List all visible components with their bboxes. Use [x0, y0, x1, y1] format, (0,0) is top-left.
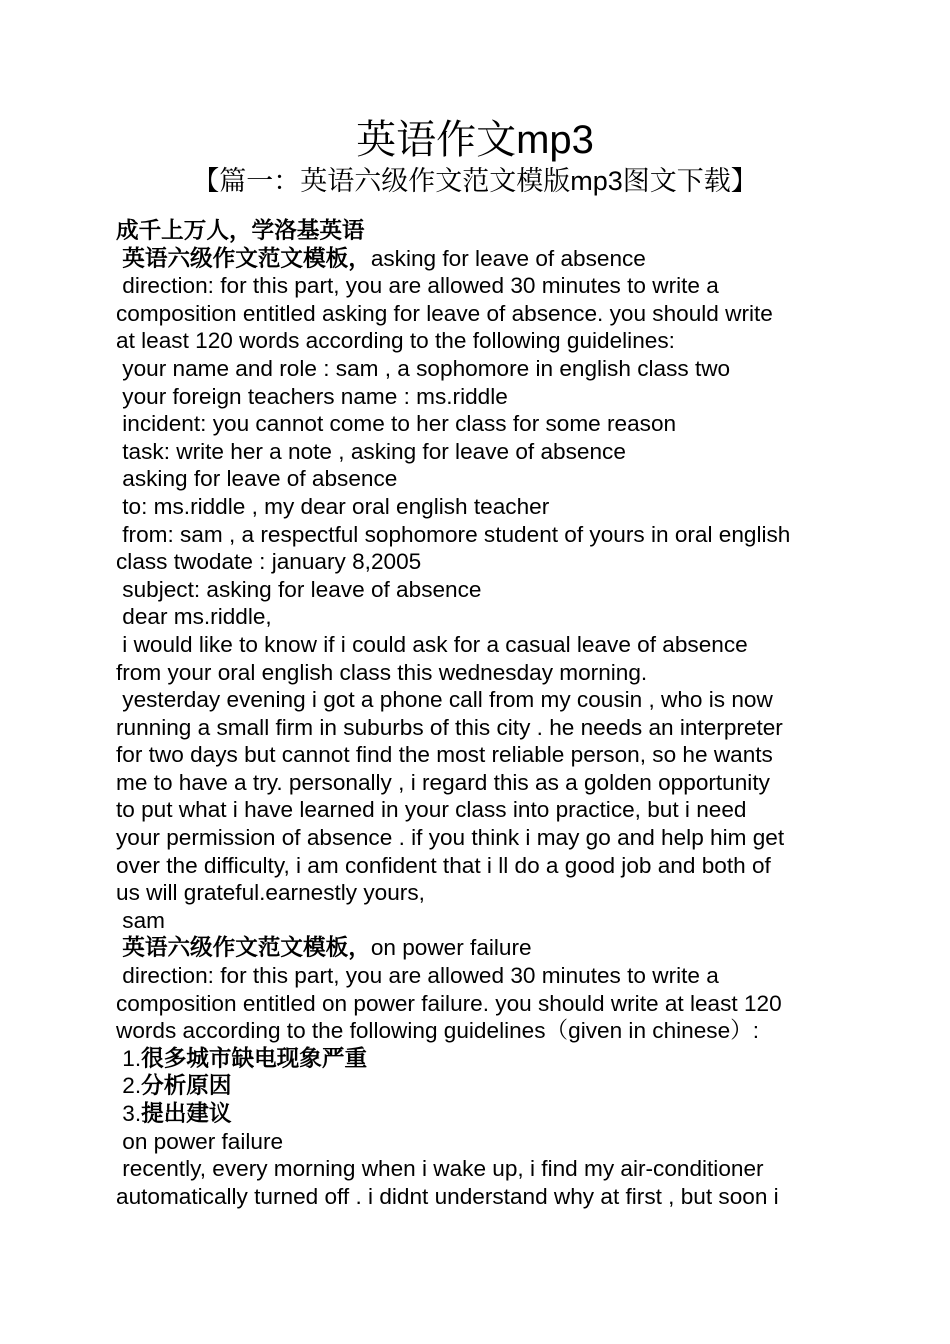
text-line — [116, 659, 836, 687]
line-text: 2. — [116, 1073, 142, 1099]
line-text: automatically turned off . i didnt understand why at first , but soon i — [116, 1183, 779, 1209]
text-line — [116, 1128, 836, 1156]
text-line — [116, 1155, 836, 1183]
text-line — [116, 990, 836, 1018]
line-text: dear ms.riddle, — [116, 604, 272, 630]
line-text: on power failure — [370, 935, 532, 961]
text-line — [116, 934, 836, 962]
line-text: from: sam , a respectful sophomore student of yours in oral english — [116, 521, 791, 547]
text-line — [116, 493, 836, 521]
line-text: composition entitled asking for leave of absence. you should write — [116, 300, 773, 326]
line-text: your name and role : sam , a sophomore in english class two — [116, 355, 731, 381]
line-text: incident: you cannot come to her class for some reason — [116, 411, 677, 437]
document-title: 英语作文mp3 — [356, 118, 594, 162]
bold-text: 分析原因 — [141, 1073, 232, 1099]
bold-text: 成千上万人，学洛基英语 — [116, 218, 365, 243]
line-text: 3. — [116, 1101, 142, 1126]
text-line — [116, 1183, 836, 1211]
text-line — [116, 714, 836, 742]
line-text: sam — [116, 907, 165, 933]
bold-text: 提出建议 — [141, 1101, 232, 1126]
line-text: your permission of absence . if you think i may go and help him get — [116, 825, 785, 851]
text-line — [116, 465, 836, 493]
text-line — [116, 327, 836, 355]
text-line — [116, 686, 836, 714]
text-line — [116, 1045, 836, 1073]
text-line — [116, 631, 836, 659]
document-body — [116, 217, 836, 1210]
line-text: asking for leave of absence — [116, 466, 398, 492]
text-line — [116, 1017, 836, 1045]
line-text: class twodate : january 8,2005 — [116, 549, 422, 575]
text-line — [116, 548, 836, 576]
line-text: asking for leave of absence — [370, 245, 646, 271]
line-text: 1. — [116, 1045, 142, 1071]
text-line — [116, 438, 836, 466]
text-line — [116, 245, 836, 273]
line-text: task: write her a note , asking for leave of absence — [116, 438, 626, 464]
text-line — [116, 879, 836, 907]
text-line — [116, 741, 836, 769]
text-line — [116, 1072, 836, 1100]
line-text: composition entitled on power failure. you should write at least 120 — [116, 990, 782, 1016]
line-text: over the difficulty, i am confident that i ll do a good job and both of — [116, 852, 771, 878]
text-line — [116, 962, 836, 990]
text-line — [116, 272, 836, 300]
text-line — [116, 217, 836, 245]
line-text: direction: for this part, you are allowed 30 minutes to write a — [116, 273, 719, 299]
text-line — [116, 300, 836, 328]
line-text: to: ms.riddle , my dear oral english teacher — [116, 493, 550, 519]
text-line — [116, 824, 836, 852]
document-subtitle: 【篇一：英语六级作文范文模版mp3图文下载】 — [192, 166, 758, 196]
line-text: i would like to know if i could ask for a casual leave of absence — [116, 631, 748, 657]
line-text: recently, every morning when i wake up, i find my air-conditioner — [116, 1156, 764, 1182]
text-line — [116, 603, 836, 631]
line-text: on power failure — [116, 1128, 284, 1154]
text-line — [116, 1100, 836, 1128]
line-text: at least 120 words according to the following guidelines: — [116, 328, 675, 354]
text-line — [116, 355, 836, 383]
line-text: direction: for this part, you are allowed 30 minutes to write a — [116, 963, 719, 989]
text-line — [116, 521, 836, 549]
text-line — [116, 769, 836, 797]
line-text: subject: asking for leave of absence — [116, 576, 482, 602]
text-line — [116, 410, 836, 438]
bold-text: 英语六级作文范文模板， — [116, 245, 371, 271]
line-text: yesterday evening i got a phone call from my cousin , who is now — [116, 687, 773, 713]
bold-text: 英语六级作文范文模板， — [116, 935, 371, 961]
text-line — [116, 852, 836, 880]
line-text: to put what i have learned in your class into practice, but i need — [116, 797, 747, 823]
line-text: your foreign teachers name : ms.riddle — [116, 383, 508, 409]
bold-text: 很多城市缺电现象严重 — [141, 1045, 368, 1071]
line-text: me to have a try. personally , i regard this as a golden opportunity — [116, 769, 770, 795]
text-line — [116, 383, 836, 411]
line-text: us will grateful.earnestly yours, — [116, 880, 425, 906]
text-line — [116, 576, 836, 604]
line-text: words according to the following guidelines（given in chinese）: — [116, 1018, 760, 1044]
text-line — [116, 907, 836, 935]
line-text: for two days but cannot find the most reliable person, so he wants — [116, 742, 773, 768]
line-text: running a small firm in suburbs of this city . he needs an interpreter — [116, 714, 783, 740]
line-text: from your oral english class this wednesday morning. — [116, 659, 648, 685]
text-line — [116, 796, 836, 824]
